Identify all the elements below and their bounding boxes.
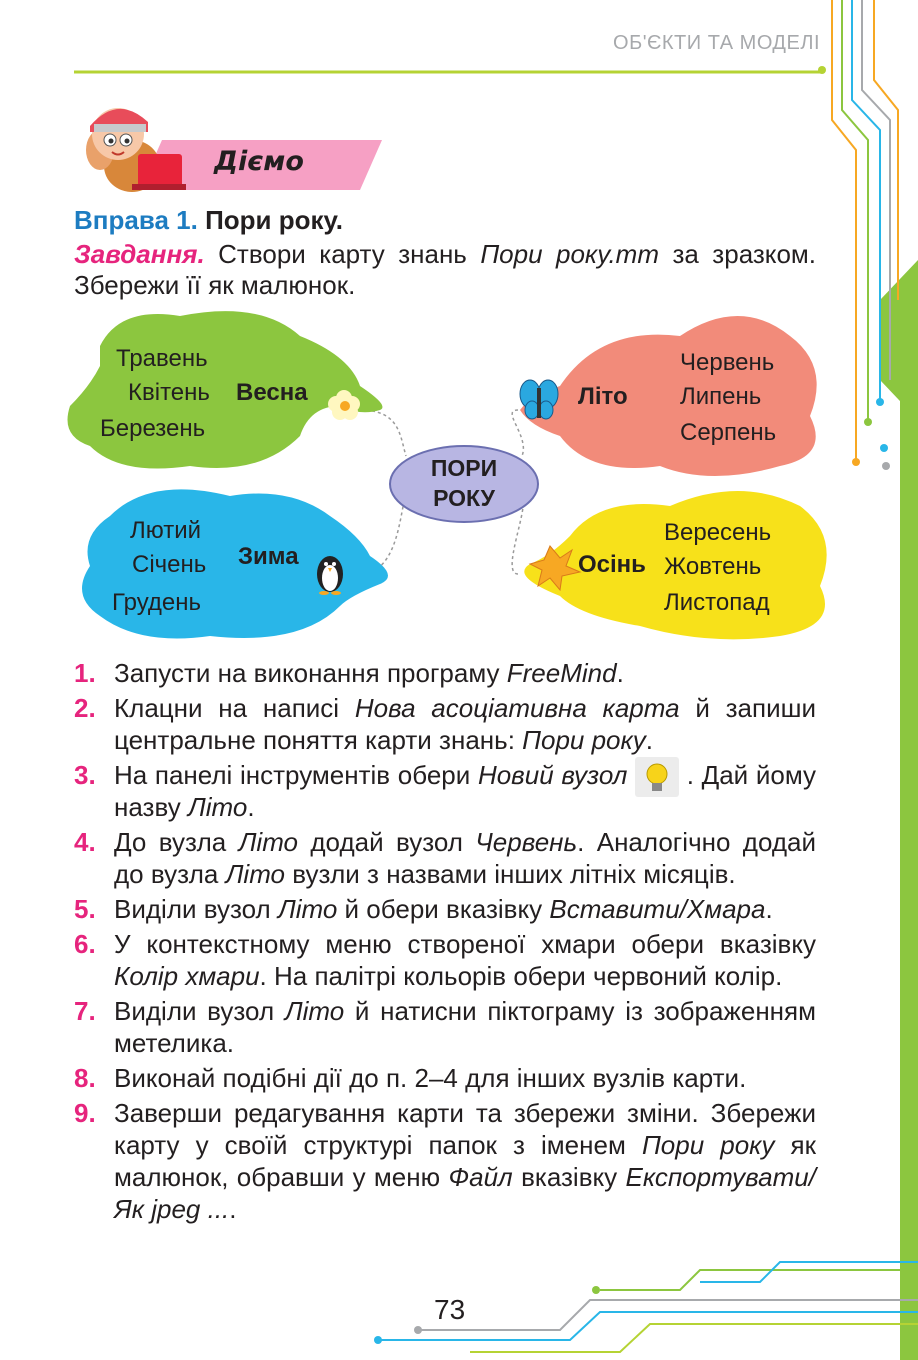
winter-month-2: Січень bbox=[132, 551, 207, 578]
step-term: Літо bbox=[187, 792, 248, 823]
spring-month-1: Травень bbox=[116, 345, 208, 372]
step-term: Файл bbox=[448, 1162, 513, 1193]
step-text: До вузла bbox=[114, 827, 239, 858]
step-term: Вставити/Хмара bbox=[549, 894, 766, 925]
task-text-part2: за зразком. Збережи її як малюнок. bbox=[74, 239, 817, 300]
step-number: 8. bbox=[74, 1063, 96, 1094]
step-item bbox=[74, 1062, 816, 1094]
task-text-part1: Створи карту знань bbox=[204, 239, 481, 269]
task-text bbox=[74, 239, 816, 301]
exercise-label: Вправа 1. bbox=[74, 205, 198, 235]
step-text: й натисни піктограму із зображенням метелика. bbox=[114, 996, 816, 1059]
step-text: . bbox=[765, 894, 773, 925]
step-term: Літо bbox=[284, 996, 345, 1027]
winter-label: Зима bbox=[238, 543, 299, 570]
task-filename: Пори року.mm bbox=[480, 239, 660, 269]
step-term: Червень bbox=[475, 827, 578, 858]
step-item bbox=[74, 759, 816, 823]
step-text: й запиши центральне поняття карти знань: bbox=[114, 693, 816, 755]
step-text: У контекстному меню створеної хмари обери вказівку bbox=[114, 929, 816, 960]
step-text: . bbox=[645, 725, 654, 755]
step-text: Заверши редагування карти та збережи зміни. Збережи карту у своїй структурі папок з іменем bbox=[114, 1098, 816, 1161]
step-number: 3. bbox=[74, 760, 96, 790]
step-number: 5. bbox=[74, 894, 96, 925]
autumn-label: Осінь bbox=[578, 551, 646, 578]
step-item bbox=[74, 995, 816, 1059]
step-text: Клацни на написі bbox=[114, 693, 355, 723]
step-number: 4. bbox=[74, 827, 96, 858]
spring-month-3: Березень bbox=[100, 415, 206, 442]
winter-month-1: Лютий bbox=[130, 517, 202, 544]
center-node-line2: РОКУ bbox=[433, 485, 495, 511]
step-text: На панелі інструментів обери bbox=[114, 760, 478, 790]
step-text: вказівку bbox=[512, 1162, 626, 1193]
section-header: ОБ'ЄКТИ ТА МОДЕЛІ bbox=[613, 32, 820, 54]
cloud-spring bbox=[68, 311, 383, 468]
summer-month-2: Липень bbox=[680, 383, 762, 410]
autumn-month-1: Вересень bbox=[664, 519, 772, 546]
step-term: Пори року bbox=[641, 1130, 775, 1161]
step-item bbox=[74, 692, 816, 756]
butterfly-icon bbox=[520, 380, 558, 419]
step-item bbox=[74, 928, 816, 992]
task-label: Завдання. bbox=[74, 239, 205, 269]
page-number: 73 bbox=[434, 1294, 466, 1325]
summer-month-3: Серпень bbox=[680, 419, 777, 446]
new-node-bulb-icon bbox=[635, 757, 679, 797]
step-text: . Дай йому назву bbox=[114, 760, 817, 823]
step-number: 2. bbox=[74, 693, 96, 723]
step-item bbox=[74, 826, 816, 890]
step-text: . bbox=[616, 658, 624, 688]
step-text: . bbox=[229, 1194, 237, 1225]
step-number: 6. bbox=[74, 929, 96, 960]
step-text: Виділи вузол bbox=[114, 996, 285, 1027]
step-term: Літо bbox=[225, 859, 286, 890]
step-term: Колір хмари bbox=[114, 961, 260, 992]
autumn-month-2: Жовтень bbox=[664, 553, 762, 580]
step-text: додай вузол bbox=[298, 827, 476, 858]
mind-map bbox=[60, 306, 840, 646]
summer-label: Літо bbox=[578, 383, 628, 410]
step-term: Пори року bbox=[522, 725, 646, 755]
step-number: 7. bbox=[74, 996, 96, 1027]
spring-label: Весна bbox=[236, 379, 308, 406]
step-term: Нова асоціативна карта bbox=[354, 693, 680, 723]
summer-month-1: Червень bbox=[680, 349, 775, 376]
step-term: Новий вузол bbox=[477, 760, 628, 790]
step-item bbox=[74, 893, 816, 925]
step-text: . bbox=[247, 792, 255, 823]
autumn-month-3: Листопад bbox=[664, 589, 770, 616]
step-text: Запусти на виконання програму bbox=[114, 658, 507, 688]
steps-list bbox=[74, 657, 816, 1228]
exercise-name: Пори року. bbox=[205, 205, 343, 235]
banner-title: Діємо bbox=[214, 146, 304, 177]
step-text: й обери вказівку bbox=[337, 894, 550, 925]
step-number: 1. bbox=[74, 658, 96, 688]
step-text: Виконай подібні дії до п. 2–4 для інших вузлів карти. bbox=[114, 1063, 747, 1094]
step-term: Експортувати/ Як jpeg ... bbox=[114, 1162, 816, 1225]
step-term: FreeMind bbox=[506, 658, 617, 688]
step-item bbox=[74, 1097, 816, 1225]
winter-month-3: Грудень bbox=[112, 589, 202, 616]
exercise-title bbox=[74, 205, 816, 236]
step-text: Виділи вузол bbox=[114, 894, 278, 925]
step-text: . На палітрі кольорів обери червоний колір. bbox=[259, 961, 783, 992]
step-item bbox=[74, 657, 816, 689]
cloud-winter bbox=[82, 489, 388, 638]
step-text bbox=[627, 760, 635, 790]
step-term: Літо bbox=[238, 827, 299, 858]
center-node-line1: ПОРИ bbox=[430, 455, 498, 481]
step-term: Літо bbox=[277, 894, 338, 925]
step-text: як малюнок, обравши у меню bbox=[114, 1130, 816, 1193]
spring-month-2: Квітень bbox=[128, 379, 210, 406]
step-text: вузли з назвами інших літніх місяців. bbox=[285, 859, 736, 890]
step-text: . Аналогічно додай до вузла bbox=[114, 827, 817, 890]
cloud-summer bbox=[520, 316, 817, 476]
step-number: 9. bbox=[74, 1098, 96, 1129]
